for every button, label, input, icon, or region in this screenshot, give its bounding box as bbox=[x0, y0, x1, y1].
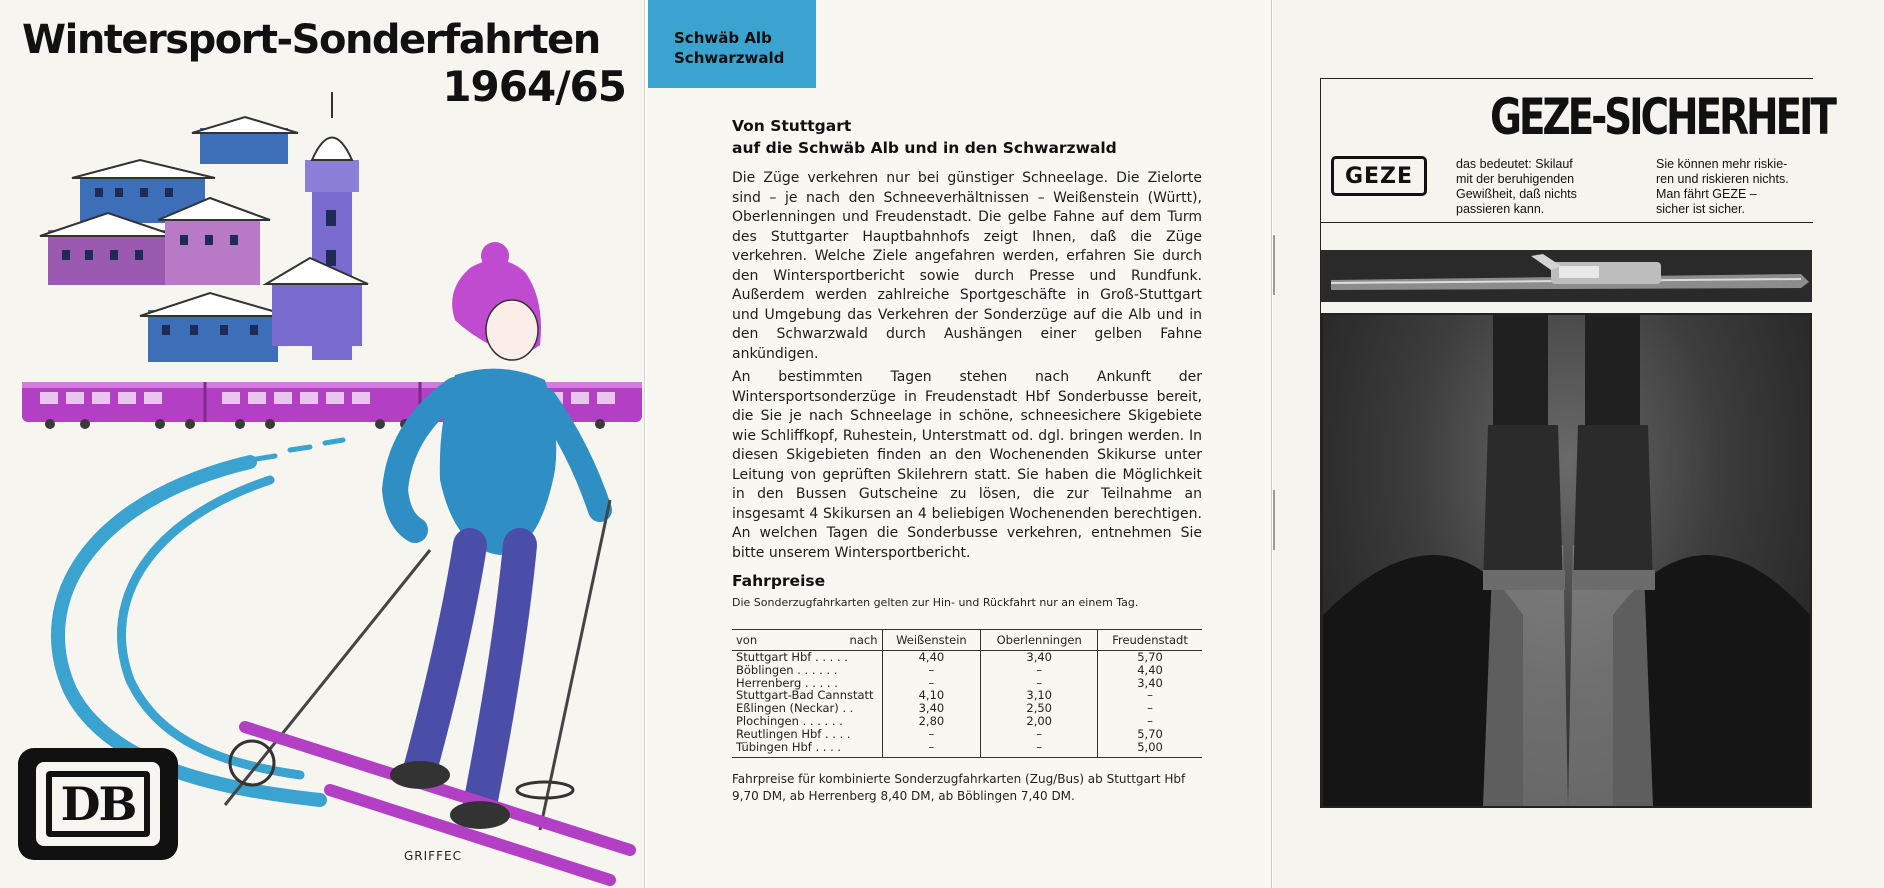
ad-divider bbox=[1320, 78, 1813, 79]
fares-heading: Fahrpreise bbox=[732, 572, 826, 590]
article-heading-line1: Von Stuttgart bbox=[732, 117, 852, 135]
ski-binding-photo bbox=[1321, 250, 1812, 302]
table-cell-fare: – bbox=[1098, 715, 1202, 728]
table-cell-fare: – bbox=[981, 728, 1098, 741]
table-cell-station: Eßlingen (Neckar) . . bbox=[736, 701, 854, 716]
binding-stitch bbox=[1273, 235, 1275, 295]
ad-copy-line: das bedeutet: Skilauf bbox=[1456, 157, 1573, 171]
table-cell-fare: – bbox=[1098, 702, 1202, 715]
table-cell-station: Reutlingen Hbf . . . . bbox=[736, 726, 851, 741]
table-header-dest-3: Freudenstadt bbox=[1098, 630, 1202, 651]
table-cell-fare: – bbox=[882, 728, 981, 741]
text-page bbox=[647, 0, 1272, 888]
table-cell-fare: 5,70 bbox=[1098, 651, 1202, 664]
db-logo-text: DB bbox=[60, 777, 136, 831]
fares-table-body bbox=[732, 651, 1202, 758]
ad-copy-line: passieren kann. bbox=[1456, 202, 1545, 216]
table-cell-fare: – bbox=[882, 741, 981, 758]
table-cell-fare: – bbox=[981, 741, 1098, 758]
table-header-from: von bbox=[736, 633, 758, 647]
ad-copy-line: Gewißheit, daß nichts bbox=[1456, 187, 1577, 201]
table-header-to: nach bbox=[849, 633, 878, 647]
cover-page bbox=[0, 0, 645, 888]
ad-copy-left bbox=[1456, 157, 1624, 217]
table-cell-fare: – bbox=[882, 664, 981, 677]
ad-title: GEZE-SICHERHEIT bbox=[1490, 88, 1834, 146]
table-cell-fare: 3,40 bbox=[981, 651, 1098, 664]
cover-title: Wintersport-Sonderfahrten bbox=[22, 17, 600, 63]
table-cell-fare: – bbox=[882, 677, 981, 690]
table-row bbox=[732, 728, 1202, 741]
table-cell-fare: 4,40 bbox=[1098, 664, 1202, 677]
table-cell-station: Plochingen . . . . . . bbox=[736, 713, 843, 728]
ad-copy-line: ren und riskieren nichts. bbox=[1656, 172, 1789, 186]
table-cell-station: Herrenberg . . . . . bbox=[736, 675, 838, 690]
article-paragraph-2: An bestimmten Tagen stehen nach Ankunft der Wintersportsonderzüge in Freudenstadt Hbf Sonderbusse bereit, die Sie je nach Schneelage in schöne, schneesichere Skigebiete wie Schliffkopf, Ruhestein, Unterstmatt od. dgl. bringen werden. In diesen Skigebieten finden an den Wochenenden Skikurse unter Leitung von geprüften Skilehrern statt. Sie haben die Möglichkeit in den Bussen Gutscheine zu lösen, die zur Teilnahme an insgesamt 4 Skikursen an 4 beliebigen Wochenenden berechtigen. An welchen Tagen die Sonderbusse verkehren, entnehmen Sie bitte unserem Wintersportbericht. bbox=[732, 369, 1202, 561]
article-paragraph-1: Die Züge verkehren nur bei günstiger Schneelage. Die Zielorte sind – je nach den Schneeverhältnissen – Weißenstein (Württ), Oberlenningen und Freudenstadt. Die gelbe Fahne auf dem Turm des Stuttgarter Hauptbahnhofs zeigt Ihnen, daß die Züge verkehren. Welche Ziele angefahren werden, erfahren Sie durch den Wintersportbericht sowie durch Presse und Rundfunk. Außerdem werden zahlreiche Sportgeschäfte in Groß-Stuttgart und Umgebung das Verkehren der Sonderzüge auf die Alb und in den Schwarzwald durch Aushängen einer gelben Fahne ankündigen. bbox=[732, 170, 1202, 362]
table-cell-station: Böblingen . . . . . . bbox=[736, 662, 838, 677]
ad-divider bbox=[1320, 222, 1813, 223]
binding-stitch bbox=[1273, 490, 1275, 550]
ski-boots-photo bbox=[1321, 313, 1812, 808]
table-cell-fare: – bbox=[981, 664, 1098, 677]
table-row bbox=[732, 664, 1202, 677]
table-header-route bbox=[732, 630, 882, 651]
table-cell-fare: 3,40 bbox=[882, 702, 981, 715]
table-cell-station: Tübingen Hbf . . . . bbox=[732, 741, 882, 758]
fares-footer-note: Fahrpreise für kombinierte Sonderzugfahrkarten (Zug/Bus) ab Stuttgart Hbf 9,70 DM, ab Herrenberg 8,40 DM, ab Böblingen 7,40 DM. bbox=[732, 772, 1186, 803]
table-cell-fare: 2,50 bbox=[981, 702, 1098, 715]
fares-table bbox=[732, 629, 1202, 758]
table-cell-fare: – bbox=[981, 677, 1098, 690]
table-cell-fare: 5,70 bbox=[1098, 728, 1202, 741]
ad-copy-right bbox=[1656, 157, 1824, 217]
table-row bbox=[732, 741, 1202, 758]
table-cell-station: Stuttgart Hbf . . . . . bbox=[736, 650, 848, 664]
article bbox=[732, 115, 1202, 609]
db-logo bbox=[18, 748, 178, 860]
table-row bbox=[732, 715, 1202, 728]
table-header-dest-2: Oberlenningen bbox=[981, 630, 1098, 651]
advertisement-page bbox=[1273, 0, 1884, 888]
ad-copy-line: sicher ist sicher. bbox=[1656, 202, 1745, 216]
table-cell-fare: 2,00 bbox=[981, 715, 1098, 728]
table-cell-fare: 2,80 bbox=[882, 715, 981, 728]
table-cell-fare: 3,40 bbox=[1098, 677, 1202, 690]
cover-year: 1964/65 bbox=[442, 62, 626, 111]
article-heading-line2: auf die Schwäb Alb und in den Schwarzwald bbox=[732, 139, 1117, 157]
table-cell-fare: 3,10 bbox=[981, 689, 1098, 702]
ad-copy-line: Sie können mehr riskie- bbox=[1656, 157, 1788, 171]
region-badge bbox=[648, 0, 816, 88]
village-illustration bbox=[40, 92, 368, 362]
table-cell-fare: – bbox=[1098, 689, 1202, 702]
fares-note: Die Sonderzugfahrkarten gelten zur Hin- und Rückfahrt nur an einem Tag. bbox=[732, 596, 1139, 609]
table-header-dest-1: Weißenstein bbox=[882, 630, 981, 651]
table-cell-fare: 5,00 bbox=[1098, 741, 1202, 758]
table-cell-station: Stuttgart-Bad Cannstatt bbox=[736, 688, 874, 703]
table-row bbox=[732, 651, 1202, 664]
artist-signature: GRIFFEC bbox=[404, 849, 462, 863]
ad-copy-line: mit der beruhigenden bbox=[1456, 172, 1575, 186]
table-cell-fare: 4,40 bbox=[882, 651, 981, 664]
region-badge-line2: Schwarzwald bbox=[674, 49, 785, 67]
region-badge-line1: Schwäb Alb bbox=[674, 29, 772, 47]
ski-boots-image bbox=[1323, 315, 1810, 806]
geze-logo: GEZE bbox=[1331, 156, 1427, 196]
table-cell-fare: 4,10 bbox=[882, 689, 981, 702]
ad-copy-line: Man fährt GEZE – bbox=[1656, 187, 1757, 201]
